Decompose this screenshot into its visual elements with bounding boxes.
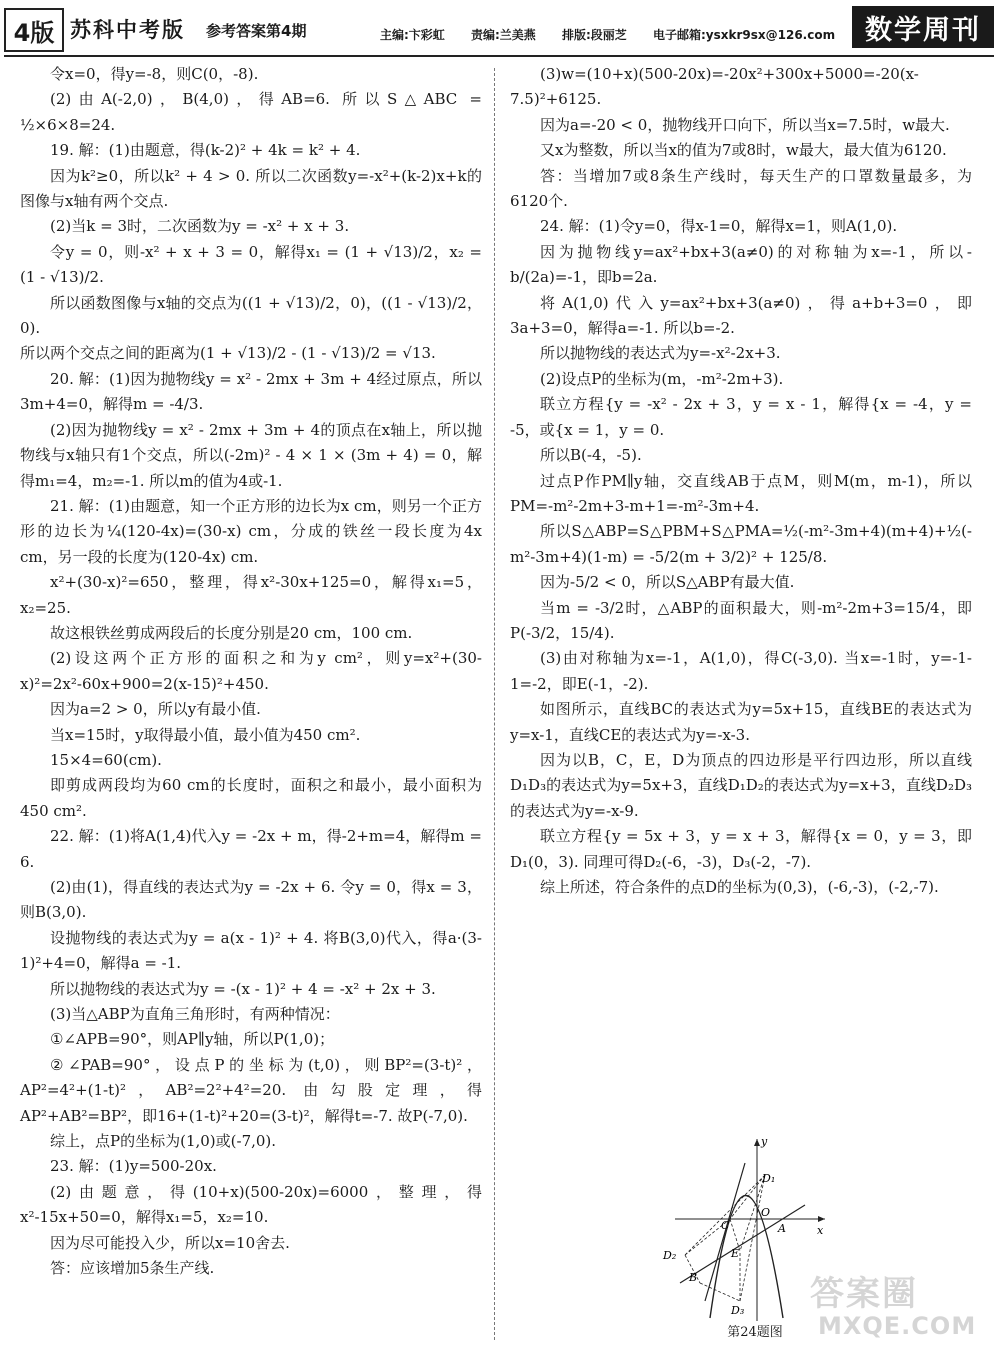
answer-paragraph: 22. 解：(1)将A(1,4)代入y = -2x + m，得-2+m=4，解得m = 6.	[20, 827, 482, 871]
answer-paragraph: 设抛物线的表达式为y = a(x - 1)² + 4. 将B(3,0)代入，得a·(3-1)²+4=0，解得a = -1.	[20, 928, 482, 973]
y-axis-arrow-icon	[754, 1139, 760, 1146]
label-y: y	[761, 1135, 768, 1148]
label-o: O	[761, 1206, 771, 1219]
layout-editor: 排版:段丽芝	[562, 28, 627, 42]
answer-paragraph: 因为以B，C，E，D为顶点的四边形是平行四边形，所以直线D₁D₃的表达式为y=5x+3，直线D₁D₂的表达式为y=x+3，直线D₂D₃的表达式为y=-x-9.	[510, 750, 972, 820]
credits	[380, 26, 857, 43]
answer-paragraph: 所以抛物线的表达式为y = -(x - 1)² + 4 = -x² + 2x + 3.	[50, 979, 436, 998]
answer-paragraph: 如图所示，直线BC的表达式为y=5x+15，直线BE的表达式为y=x-1，直线CE的表达式为y=-x-3.	[510, 700, 972, 744]
watermark-text: 答案圈	[810, 1274, 918, 1314]
answer-paragraph: 又x为整数，所以当x的值为7或8时，w最大，最大值为6120.	[540, 141, 947, 160]
answer-paragraph: (2)由题意，得(10+x)(500-20x)=6000，整理，得x²-15x+50=0，解得x₁=5，x₂=10.	[20, 1182, 482, 1227]
answer-paragraph: 故这根铁丝剪成两段后的长度分别是20 cm，100 cm.	[50, 623, 413, 642]
answer-paragraph: 联立方程{y = 5x + 3，y = x + 3，解得{x = 0，y = 3，即D₁(0，3). 同理可得D₂(-6，-3)，D₃(-2，-7).	[510, 827, 972, 871]
answer-paragraph: 所以抛物线的表达式为y=-x²-2x+3.	[540, 344, 781, 363]
answer-paragraph: 当x=15时，y取得最小值，最小值为450 cm².	[50, 725, 361, 744]
left-column	[20, 62, 482, 1282]
label-d2: D₂	[663, 1249, 677, 1262]
answer-paragraph: (3)w=(10+x)(500-20x)=-20x²+300x+5000=-20(x-7.5)²+6125.	[510, 65, 919, 109]
answer-paragraph: ①∠APB=90°，则AP∥y轴，所以P(1,0)；	[50, 1030, 335, 1049]
line-bc	[705, 1163, 745, 1301]
publication-name: 苏科中考版	[70, 18, 185, 42]
column-divider	[494, 68, 495, 1340]
answer-paragraph: 20. 解：(1)因为抛物线y = x² - 2mx + 3m + 4经过原点，所以3m+4=0，解得m = -4/3.	[20, 369, 482, 414]
answer-paragraph: 15×4=60(cm).	[50, 750, 162, 769]
answer-paragraph: (2)设这两个正方形的面积之和为y cm²，则y=x²+(30-x)²=2x²-60x+900=2(x-15)²+450.	[20, 649, 482, 693]
page-header	[0, 0, 1000, 56]
answer-paragraph: 所以函数图像与x轴的交点为((1 + √13)/2，0)，((1 - √13)/2，0).	[20, 293, 482, 338]
brand-logo: 数学周刊	[852, 6, 994, 48]
answer-paragraph: 所以两个交点之间的距离为(1 + √13)/2 - (1 - √13)/2 = √13.	[20, 344, 436, 363]
answer-paragraph: (3)当△ABP为直角三角形时，有两种情况：	[50, 1005, 340, 1024]
answer-paragraph: 令y = 0，则-x² + x + 3 = 0，解得x₁ = (1 + √13)/2，x₂ = (1 - √13)/2.	[20, 242, 482, 287]
answer-paragraph: ②∠PAB=90°，设点P的坐标为(t,0)，则BP²=(3-t)²，AP²=4²+(1-t)²，AB²=2²+4²=20. 由勾股定理，得AP²+AB²=BP²，即16+(1-t)²+20=(3-t)²，解得t=-7. 故P(-7,0).	[20, 1055, 482, 1125]
answer-paragraph: (2)因为抛物线y = x² - 2mx + 3m + 4的顶点在x轴上，所以抛物线与x轴只有1个交点，所以(-2m)² - 4 × 1 × (3m + 4) = 0，解得m₁=4，m₂=-1. 所以m的值为4或-1.	[20, 420, 482, 490]
answer-paragraph: (3)由对称轴为x=-1，A(1,0)，得C(-3,0). 当x=-1时，y=-1-1=-2，即E(-1，-2).	[510, 649, 972, 693]
answer-paragraph: 19. 解：(1)由题意，得(k-2)² + 4k = k² + 4.	[50, 141, 361, 160]
answer-paragraph: 综上，点P的坐标为(1,0)或(-7,0).	[50, 1132, 277, 1151]
issue-label: 参考答案第4期	[206, 22, 307, 40]
label-c: C	[721, 1219, 730, 1232]
watermark	[810, 1266, 990, 1348]
x-axis-arrow-icon	[818, 1216, 825, 1222]
watermark-url: MXQE.COM	[818, 1312, 977, 1340]
answer-paragraph: (2)当k = 3时，二次函数为y = -x² + x + 3.	[50, 217, 350, 236]
answer-paragraph: (2)由(1)，得直线的表达式为y = -2x + 6. 令y = 0，得x = 3，则B(3,0).	[20, 878, 482, 922]
answer-paragraph: 因为a=2 > 0，所以y有最小值.	[50, 700, 261, 719]
answer-paragraph: 因为抛物线y=ax²+bx+3(a≠0)的对称轴为x=-1，所以-b/(2a)=-1，即b=2a.	[510, 242, 972, 287]
answer-paragraph: 答：应该增加5条生产线.	[50, 1259, 215, 1278]
answer-paragraph: 因为k²≥0，所以k² + 4 > 0. 所以二次函数y=-x²+(k-2)x+k的图像与x轴有两个交点.	[20, 166, 482, 211]
header-rule	[4, 55, 994, 57]
answer-paragraph: 24. 解：(1)令y=0，得x-1=0，解得x=1，则A(1,0).	[540, 217, 898, 236]
label-b: B	[689, 1271, 698, 1284]
label-x: x	[817, 1224, 824, 1237]
chief-editor: 主编:卞彩虹	[380, 28, 445, 42]
answer-paragraph: 过点P作PM∥y轴，交直线AB于点M，则M(m，m-1)，所以PM=-m²-2m+3-m+1=-m²-3m+4.	[510, 471, 972, 515]
right-column	[510, 62, 972, 900]
answer-paragraph: 综上所述，符合条件的点D的坐标为(0,3)，(-6,-3)，(-2,-7).	[540, 878, 939, 896]
answer-paragraph: (2)设点P的坐标为(m，-m²-2m+3).	[540, 369, 784, 388]
label-d1: D₁	[762, 1172, 776, 1185]
answer-paragraph: 答：当增加7或8条生产线时，每天生产的口罩数量最多，为6120个.	[510, 166, 972, 211]
answer-paragraph: 将A(1,0)代入y=ax²+bx+3(a≠0)，得a+b+3=0，即3a+3=0，解得a=-1. 所以b=-2.	[510, 293, 972, 338]
responsible-editor: 责编:兰美燕	[471, 28, 536, 42]
edition-label: 4版	[4, 8, 64, 52]
answer-paragraph: 因为尽可能投入少，所以x=10舍去.	[50, 1233, 290, 1252]
answer-paragraph: 当m = -3/2时，△ABP的面积最大，则-m²-2m+3=15/4，即P(-3/2，15/4).	[510, 598, 972, 642]
label-d3: D₃	[731, 1304, 745, 1317]
label-e: E	[731, 1247, 740, 1260]
answer-paragraph: 21. 解：(1)由题意，知一个正方形的边长为x cm，则另一个正方形的边长为¼(120-4x)=(30-x) cm，分成的铁丝一段长度为4x cm，另一段的长度为(120-4x) cm.	[20, 496, 482, 566]
email-address: 电子邮箱:ysxkr9sx@126.com	[653, 28, 836, 42]
label-a: A	[778, 1222, 786, 1235]
answer-paragraph: (2)由A(-2,0)，B(4,0)，得AB=6. 所以S△ABC = ½×6×8=24.	[20, 90, 482, 134]
dashed-d1-d2	[685, 1175, 765, 1255]
answer-paragraph: x²+(30-x)²=650，整理，得x²-30x+125=0，解得x₁=5，x₂=25.	[20, 573, 482, 617]
answer-paragraph: 所以B(-4，-5).	[540, 446, 642, 465]
answer-paragraph: 因为-5/2 < 0，所以S△ABP有最大值.	[540, 573, 795, 592]
answer-paragraph: 23. 解：(1)y=500-20x.	[50, 1157, 217, 1176]
answer-paragraph: 所以S△ABP=S△PBM+S△PMA=½(-m²-3m+4)(m+4)+½(-m²-3m+4)(1-m) = -5/2(m + 3/2)² + 125/8.	[510, 522, 972, 566]
answer-paragraph: 因为a=-20 < 0，抛物线开口向下，所以当x=7.5时，w最大.	[540, 115, 950, 134]
answer-paragraph: 即剪成两段均为60 cm的长度时，面积之和最小，最小面积为450 cm².	[20, 776, 482, 820]
figure-caption: 第24题图	[727, 1325, 783, 1340]
answer-paragraph: 令x=0，得y=-8，则C(0，-8).	[50, 65, 259, 83]
answer-paragraph: 联立方程{y = -x² - 2x + 3，y = x - 1，解得{x = -4，y = -5，或{x = 1，y = 0.	[510, 395, 972, 439]
